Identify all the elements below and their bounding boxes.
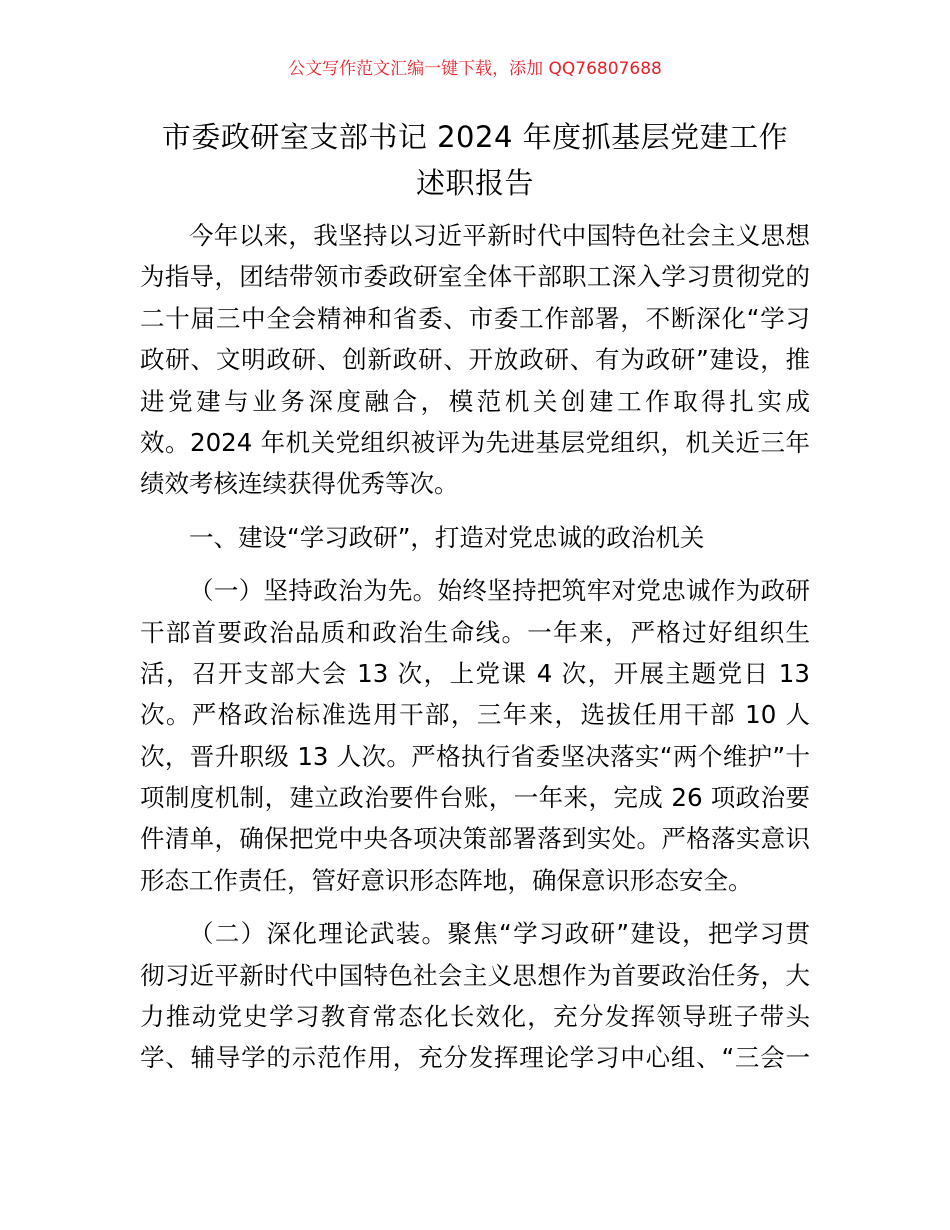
text-line: （一）坚持政治为先。始终坚持把筑牢对党忠诚作为政研 [189, 576, 810, 606]
title-line-1: 市委政研室支部书记 2024 年度抓基层党建工作 [161, 120, 789, 154]
text-line: 绩效考核连续获得优秀等次。 [140, 469, 459, 499]
paragraph-theory [140, 913, 810, 1079]
text-line: 次，晋升职级 13 人次。严格执行省委坚决落实“两个维护”十 [140, 741, 810, 771]
heading-line: 一、建设“学习政研”，打造对党忠诚的政治机关 [189, 522, 705, 552]
text-line: 活，召开支部大会 13 次，上党课 4 次，开展主题党日 13 [140, 658, 810, 688]
text-line: 项制度机制，建立政治要件台账，一年来，完成 26 项政治要 [140, 783, 810, 813]
document-title [100, 114, 850, 206]
text-line: 政研、文明政研、创新政研、开放政研、有为政研”建设，推 [140, 345, 810, 375]
title-line-2: 述职报告 [415, 166, 534, 200]
text-line: 效。2024 年机关党组织被评为先进基层党组织，机关近三年 [140, 427, 810, 457]
text-line: 件清单，确保把党中央各项决策部署落到实处。严格落实意识 [140, 824, 810, 854]
text-line: 为指导，团结带领市委政研室全体干部职工深入学习贯彻党的 [140, 262, 810, 292]
text-line: （二）深化理论武装。聚焦“学习政研”建设，把学习贯 [189, 919, 810, 949]
download-banner: 公文写作范文汇编一键下载，添加 QQ76807688 [288, 59, 662, 79]
text-line: 二十届三中全会精神和省委、市委工作部署，不断深化“学习 [140, 303, 810, 333]
text-line: 彻习近平新时代中国特色社会主义思想作为首要政治任务，大 [140, 960, 810, 990]
text-line: 形态工作责任，管好意识形态阵地，确保意识形态安全。 [140, 865, 753, 895]
paragraph-political-first [140, 570, 810, 901]
text-line: 今年以来，我坚持以习近平新时代中国特色社会主义思想 [189, 221, 810, 250]
text-line: 次。严格政治标准选用干部，三年来，选拔任用干部 10 人 [140, 700, 810, 730]
text-line: 力推动党史学习教育常态化长效化，充分发挥领导班子带头 [140, 1002, 810, 1032]
paragraph-intro [140, 215, 810, 505]
document-body [140, 215, 810, 1079]
text-line: 干部首要政治品质和政治生命线。一年来，严格过好组织生 [140, 617, 810, 647]
section-heading-1 [140, 517, 810, 558]
text-line: 学、辅导学的示范作用，充分发挥理论学习中心组、“三会一 [140, 1043, 810, 1073]
text-line: 进党建与业务深度融合，模范机关创建工作取得扎实成 [140, 386, 810, 416]
